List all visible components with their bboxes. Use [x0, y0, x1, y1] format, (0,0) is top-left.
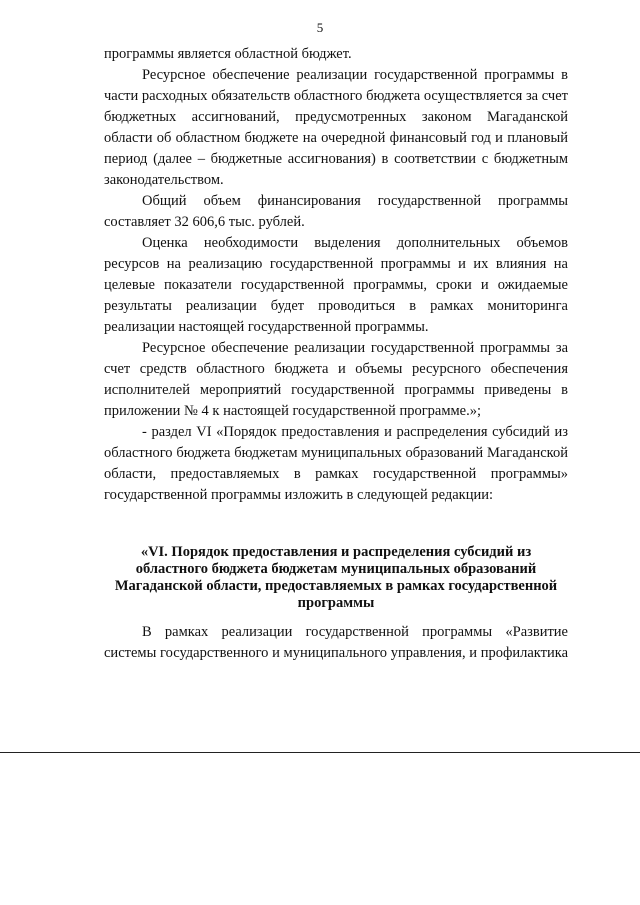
final-paragraph: В рамках реализации государственной программы «Развитие системы государственного и муниципального управления, и профилактика: [104, 624, 568, 661]
body-text: [104, 44, 568, 506]
final-text: [104, 622, 568, 664]
paragraph-4: Оценка необходимости выделения дополнительных объемов ресурсов на реализацию государственной программы и их влияния на целевые показатели государственной программы, сроки и ожидаемые результаты реализации будет проводиться в рамках мониторинга реализации настоящей государственной программы.: [104, 235, 568, 335]
paragraph-5: Ресурсное обеспечение реализации государственной программы за счет средств областного бюджета и объемы ресурсного обеспечения исполнителей мероприятий государственной программы приведены в приложении № 4 к настоящей государственной программе.»;: [104, 340, 568, 419]
section-heading: «VI. Порядок предоставления и распределения субсидий из областного бюджета бюджетам муниципальных образований Магаданской области, предоставляемых в рамках государственной программы: [114, 544, 558, 611]
footer-rule: [0, 752, 640, 753]
paragraph-2: Ресурсное обеспечение реализации государственной программы в части расходных обязательств областного бюджета осуществляется за счет бюджетных ассигнований, предусмотренных законом Магаданской области об областном бюджете на очередной финансовый год и плановый период (далее – бюджетные ассигнования) в соответствии с бюджетным законодательством.: [104, 67, 568, 188]
page-number: 5: [316, 20, 324, 35]
paragraph-3: Общий объем финансирования государственной программы составляет 32 606,6 тыс. рублей.: [104, 193, 568, 230]
paragraph-6: - раздел VI «Порядок предоставления и распределения субсидий из областного бюджета бюджетам муниципальных образований Магаданской области, предоставляемых в рамках государственной программы» государственной программы изложить в следующей редакции:: [104, 424, 568, 503]
paragraph-1: программы является областной бюджет.: [104, 46, 352, 62]
